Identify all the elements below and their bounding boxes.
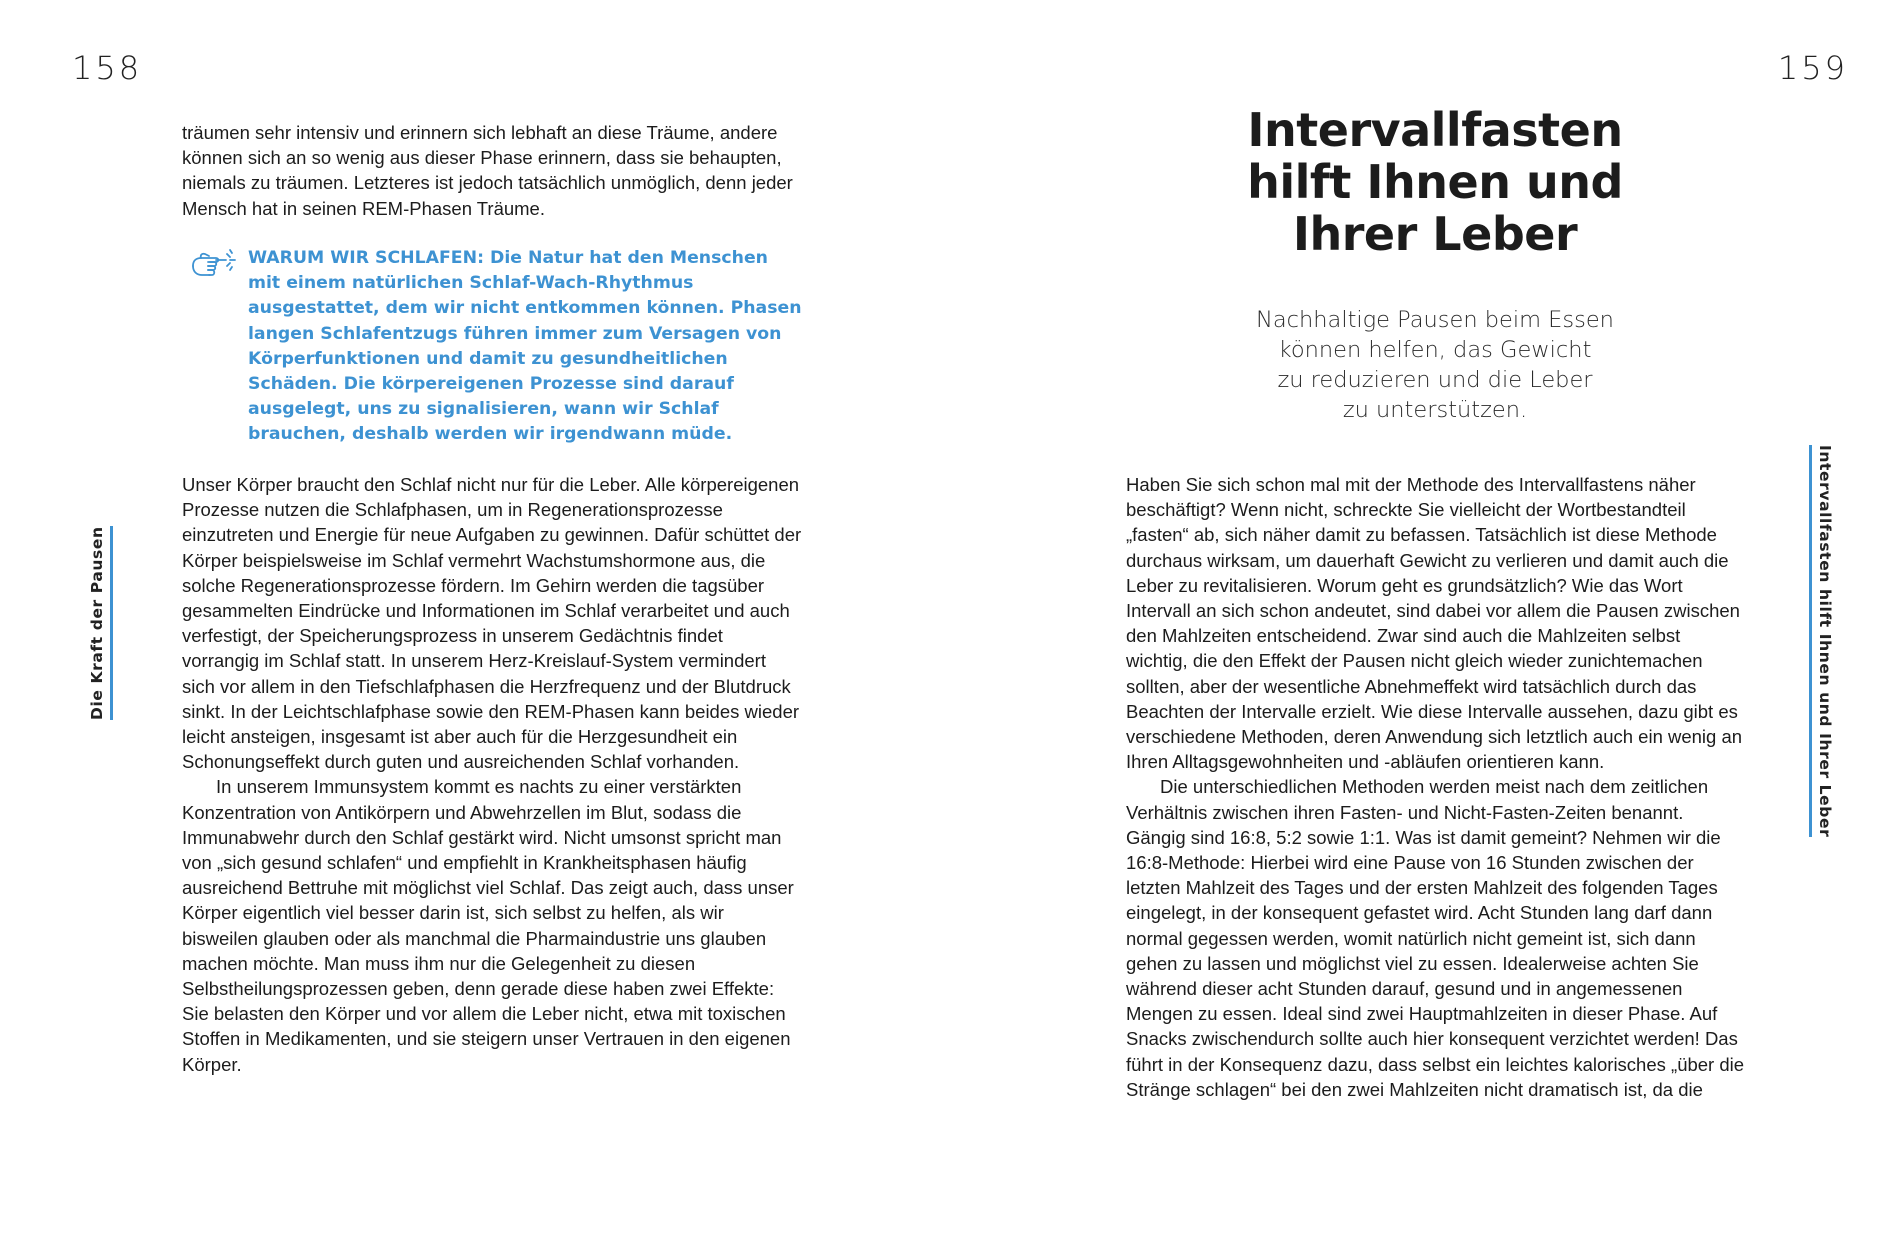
title-line: hilft Ihnen und (1247, 155, 1623, 209)
left-intro-paragraph (182, 120, 802, 221)
subtitle-line: können helfen, das Gewicht (1278, 337, 1592, 363)
paragraph: In unserem Immunsystem kommt es nachts zu einer verstärkten Konzentration von Antikörpern und Abwehrzellen im Blut, sodass die Immunabwehr durch den Schlaf gestärkt wird. Nicht umsonst spricht man von „sich gesund schlafen“ und empfiehlt in Krankheitsphasen häufig ausreichend Bettruhe mit möglichst viel Schlaf. Das zeigt auch, dass unser Körper eigentlich viel besser darin ist, sich selbst zu helfen, als wir bisweilen glauben oder als manchmal die Pharmaindustrie uns glauben machen möchte. Man muss ihm nur die Gelegenheit zu diesen Selbstheilungsprozessen geben, denn gerade diese haben zwei Effekte: Sie belasten den Körper und vor allem die Leber nicht, etwa mit toxischen Stoffen in Medikamenten, und sie steigern unser Vertrauen in den eigenen Körper. (182, 776, 794, 1075)
paragraph: Unser Körper braucht den Schlaf nicht nur für die Leber. Alle körpereigenen Prozesse nutzen die Schlafphasen, um in Regenerationsprozesse einzutreten und Energie für neue Aufgaben zu gewinnen. Dafür schüttet der Körper beispielsweise im Schlaf vermehrt Wachstumshormone aus, die solche Regenerationsprozesse fördern. Im Gehirn werden die tagsüber gesammelten Eindrücke und Informationen im Schlaf verarbeitet und auch verfestigt, der Speicherungsprozess in unserem Gedächtnis findet vorrangig im Schlaf statt. In unserem Herz-Kreislauf-System vermindert sich vor allem in den Tiefschlafphasen die Herzfrequenz und der Blutdruck sinkt. In der Leichtschlafphase sowie den REM-Phasen kann beides wieder leicht ansteigen, insgesamt ist aber auch für die Herzgesundheit ein Schonungseffekt durch guten und ausreichenden Schlaf vorhanden. (182, 474, 802, 773)
running-head-right: Intervallfasten hilft Ihnen und Ihrer Leber (1809, 445, 1836, 837)
left-main-text (182, 472, 802, 1077)
paragraph: träumen sehr intensiv und erinnern sich lebhaft an diese Träume, andere können sich an so wenig aus dieser Phase erinnern, dass sie behaupten, niemals zu träumen. Letzteres ist jedoch tatsächlich unmöglich, denn jeder Mensch hat in seinen REM-Phasen Träume. (182, 122, 793, 219)
paragraph: Haben Sie sich schon mal mit der Methode des Intervallfastens näher beschäftigt? Wenn nicht, schreckte Sie vielleicht der Wortbestandteil „fasten“ ab, sich näher damit zu befassen. Tatsächlich ist diese Methode durchaus wirksam, um dauerhaft Gewicht zu verlieren und damit auch die Leber zu revitalisieren. Worum geht es grundsätzlich? Wie das Wort Intervall an sich schon andeutet, sind dabei vor allem die Pausen zwischen den Mahlzeiten entscheidend. Zwar sind auch die Mahlzeiten selbst wichtig, die den Effekt der Pausen nicht gleich wieder zunichtemachen sollten, aber der wesentliche Abnehmeffekt wird tatsächlich durch das Beachten der Intervalle erzielt. Wie diese Intervalle aussehen, dazu gibt es verschiedene Methoden, deren Anwendung sich letztlich auch ein wenig an Ihren Alltagsgewohnheiten und -abläufen orientieren kann. (1126, 474, 1743, 773)
tip-text: WARUM WIR SCHLAFEN: Die Natur hat den Menschen mit einem natürlichen Schlaf-Wach-Rhythmus ausgestattet, dem wir nicht entkommen können. Phasen langen Schlafentzugs führen immer zum Versagen von Körperfunktionen und damit zu gesundheitlichen Schäden. Die körpereigenen Prozesse sind darauf ausgelegt, uns zu signalisieren, wann wir Schlaf brauchen, deshalb werden wir irgendwann müde. (248, 248, 802, 445)
right-main-text (1126, 472, 1746, 1102)
running-head-left: Die Kraft der Pausen (86, 526, 113, 720)
chapter-subtitle (1180, 305, 1690, 425)
title-line: Intervallfasten (1247, 103, 1623, 157)
chapter-title (1140, 104, 1730, 260)
subtitle-line: zu unterstützen. (1342, 397, 1528, 423)
paragraph: Die unterschiedlichen Methoden werden meist nach dem zeitlichen Verhältnis zwischen ihren Fasten- und Nicht-Fasten-Zeiten benannt. Gängig sind 16:8, 5:2 sowie 1:1. Was ist damit gemeint? Nehmen wir die 16:8-Methode: Hierbei wird eine Pause von 16 Stunden zwischen der letzten Mahlzeit des Tages und der ersten Mahlzeit des folgenden Tages eingelegt, in der konsequent gefastet wird. Acht Stunden lang darf dann normal gegessen werden, womit natürlich nicht gemeint ist, sich dann gehen zu lassen und möglichst viel zu essen. Idealerweise achten Sie während dieser acht Stunden darauf, gesund und in angemessenen Mengen zu essen. Ideal sind zwei Hauptmahlzeiten in dieser Phase. Auf Snacks zwischendurch sollte auch hier konsequent verzichtet werden! Das führt in der Konsequenz dazu, dass selbst ein leichtes kalorisches „über die Stränge schlagen“ bei den zwei Mahlzeiten nicht dramatisch ist, da die (1126, 776, 1745, 1100)
page-number-right: 159 (1777, 49, 1848, 87)
pointing-hand-icon (190, 246, 240, 282)
page-number-left: 158 (72, 49, 143, 87)
subtitle-line: Nachhaltige Pausen beim Essen (1256, 307, 1614, 333)
subtitle-line: zu reduzieren und die Leber (1277, 367, 1593, 393)
title-line: Ihrer Leber (1292, 207, 1578, 261)
